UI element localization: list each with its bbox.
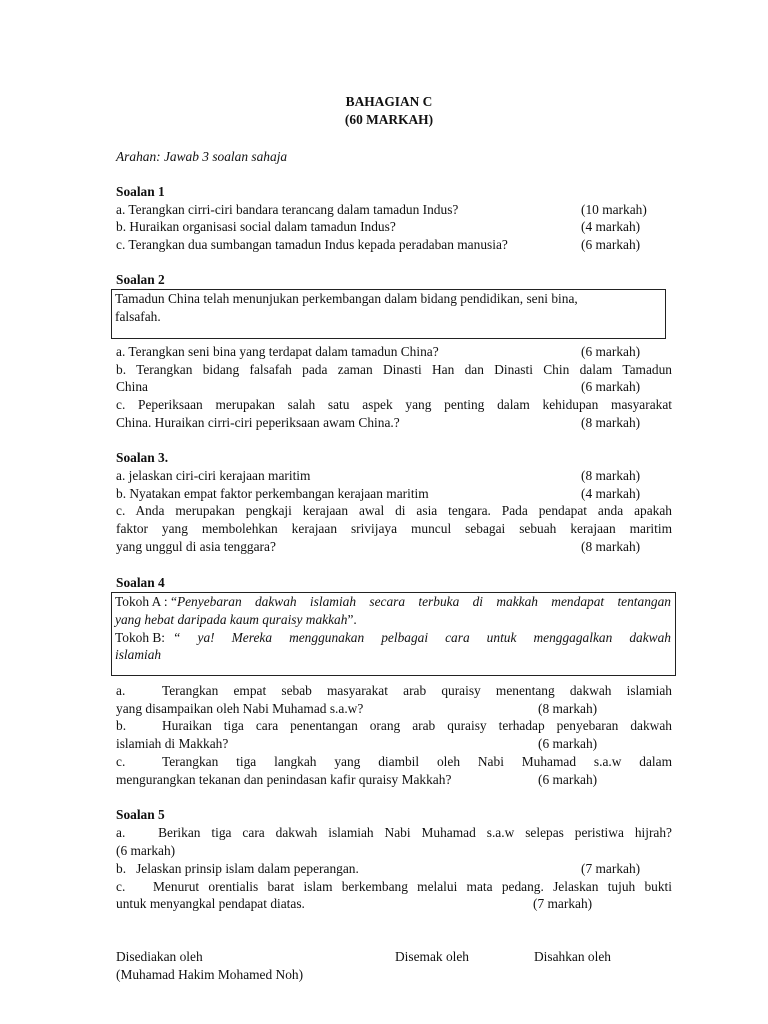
q2-box-line2: falsafah. [115,308,161,324]
q4-b-line1: Huraikan tiga cara penentangan orang arab quraisy terhadap penyebaran dakwah [162,718,672,733]
q4-b-letter: b. [116,718,127,733]
q5-c-line1: c. Menurut orentialis barat islam berkembang melalui mata pedang. Jelaskan tujuh bukti [116,879,672,894]
q4-tokoh-a-text2: yang hebat daripada kaum quraisy makkah [115,611,348,627]
q5-c-line2: untuk menyangkal pendapat diatas. [116,896,305,911]
q4-c-line1: Terangkan tiga langkah yang diambil oleh Nabi Muhamad s.a.w dalam [162,754,672,769]
q3-c-line2: faktor yang membolehkan kerajaan srivijaya muncul sebagai sebuah kerajaan maritim [116,521,672,536]
q3-b: b. Nyatakan empat faktor perkembangan kerajaan maritim [116,486,429,501]
checked-by-label: Disemak oleh [395,949,470,964]
q2-b-line2: China [116,379,148,394]
q4-c-mark: (6 markah) [538,772,598,787]
q1-a: a. Terangkan cirri-ciri bandara terancang dalam tamadun Indus? [116,202,459,217]
q2-b-mark: (6 markah) [581,379,641,394]
q5-heading: Soalan 5 [116,807,165,822]
q2-heading: Soalan 2 [116,272,165,287]
q5-a-line2: (6 markah) [116,843,176,858]
q4-a-line2: yang disampaikan oleh Nabi Muhamad s.a.w? [116,701,364,716]
q4-tokoh-b-text1: “ ya! Mereka menggunakan pelbagai cara untuk menggagalkan dakwah [173,629,671,645]
q4-heading: Soalan 4 [116,575,165,590]
q4-tokoh-a-end: ”. [347,611,357,627]
prepared-by-name: (Muhamad Hakim Mohamed Noh) [116,967,304,982]
q5-b: b. Jelaskan prinsip islam dalam peperangan. [116,861,359,876]
q2-box-line1: Tamadun China telah menunjukan perkembangan dalam bidang pendidikan, seni bina, [115,291,578,306]
q3-heading: Soalan 3. [116,450,169,465]
q4-b-mark: (6 markah) [538,736,598,751]
q5-b-mark: (7 markah) [581,861,641,876]
q4-tokoh-b-text2: islamiah [115,647,162,663]
q2-c-mark: (8 markah) [581,415,641,430]
q1-b: b. Huraikan organisasi social dalam tamadun Indus? [116,219,396,234]
prepared-by-label: Disediakan oleh [116,949,203,964]
q4-tokoh-b-label: Tokoh B: [115,629,166,645]
q2-a: a. Terangkan seni bina yang terdapat dalam tamadun China? [116,344,439,359]
q1-c: c. Terangkan dua sumbangan tamadun Indus kepada peradaban manusia? [116,237,508,252]
q4-a-mark: (8 markah) [538,701,598,716]
q4-tokoh-b-line1 [115,629,671,647]
q4-tokoh-a-line2 [115,611,671,629]
q2-b-line1: b. Terangkan bidang falsafah pada zaman Dinasti Han dan Dinasti Chin dalam Tamadun [116,362,672,377]
q5-c-mark: (7 markah) [533,896,593,911]
q4-c-line2: mengurangkan tekanan dan penindasan kafir quraisy Makkah? [116,772,452,787]
q4-c-letter: c. [116,754,126,769]
q3-b-mark: (4 markah) [581,486,641,501]
q3-c-mark: (8 markah) [581,539,641,554]
instruction: Arahan: Jawab 3 soalan sahaja [116,149,288,164]
q2-c-line1: c. Peperiksaan merupakan salah satu aspek yang penting dalam kehidupan masyarakat [116,397,672,412]
q4-b-line2: islamiah di Makkah? [116,736,229,751]
q1-heading: Soalan 1 [116,184,165,199]
q4-a-line1: Terangkan empat sebab masyarakat arab quraisy menentang dakwah islamiah [162,683,672,698]
q2-a-mark: (6 markah) [581,344,641,359]
q4-a-letter: a. [116,683,126,698]
q3-a: a. jelaskan ciri-ciri kerajaan maritim [116,468,311,483]
q2-c-line2: China. Huraikan cirri-ciri peperiksaan awam China.? [116,415,400,430]
q4-tokoh-a-text1: Penyebaran dakwah islamiah secara terbuka di makkah mendapat tentangan [176,594,671,609]
q1-b-mark: (4 markah) [581,219,641,234]
q3-a-mark: (8 markah) [581,468,641,483]
q4-tokoh-a-label: Tokoh A : “ [115,594,177,609]
q3-c-line3: yang unggul di asia tenggara? [116,539,276,554]
section-marks: (60 MARKAH) [344,112,434,127]
section-title: BAHAGIAN C [345,94,433,109]
q1-a-mark: (10 markah) [581,202,647,217]
q3-c-line1: c. Anda merupakan pengkaji kerajaan awal di asia tengara. Pada pendapat anda apakah [116,503,672,518]
q5-a-line1: a. Berikan tiga cara dakwah islamiah Nabi Muhamad s.a.w selepas peristiwa hijrah? [116,825,672,840]
approved-by-label: Disahkan oleh [534,949,611,964]
q1-c-mark: (6 markah) [581,237,641,252]
q4-quote-box [111,592,676,676]
q4-tokoh-a-line1 [115,593,671,611]
q2-context-box [111,289,666,339]
